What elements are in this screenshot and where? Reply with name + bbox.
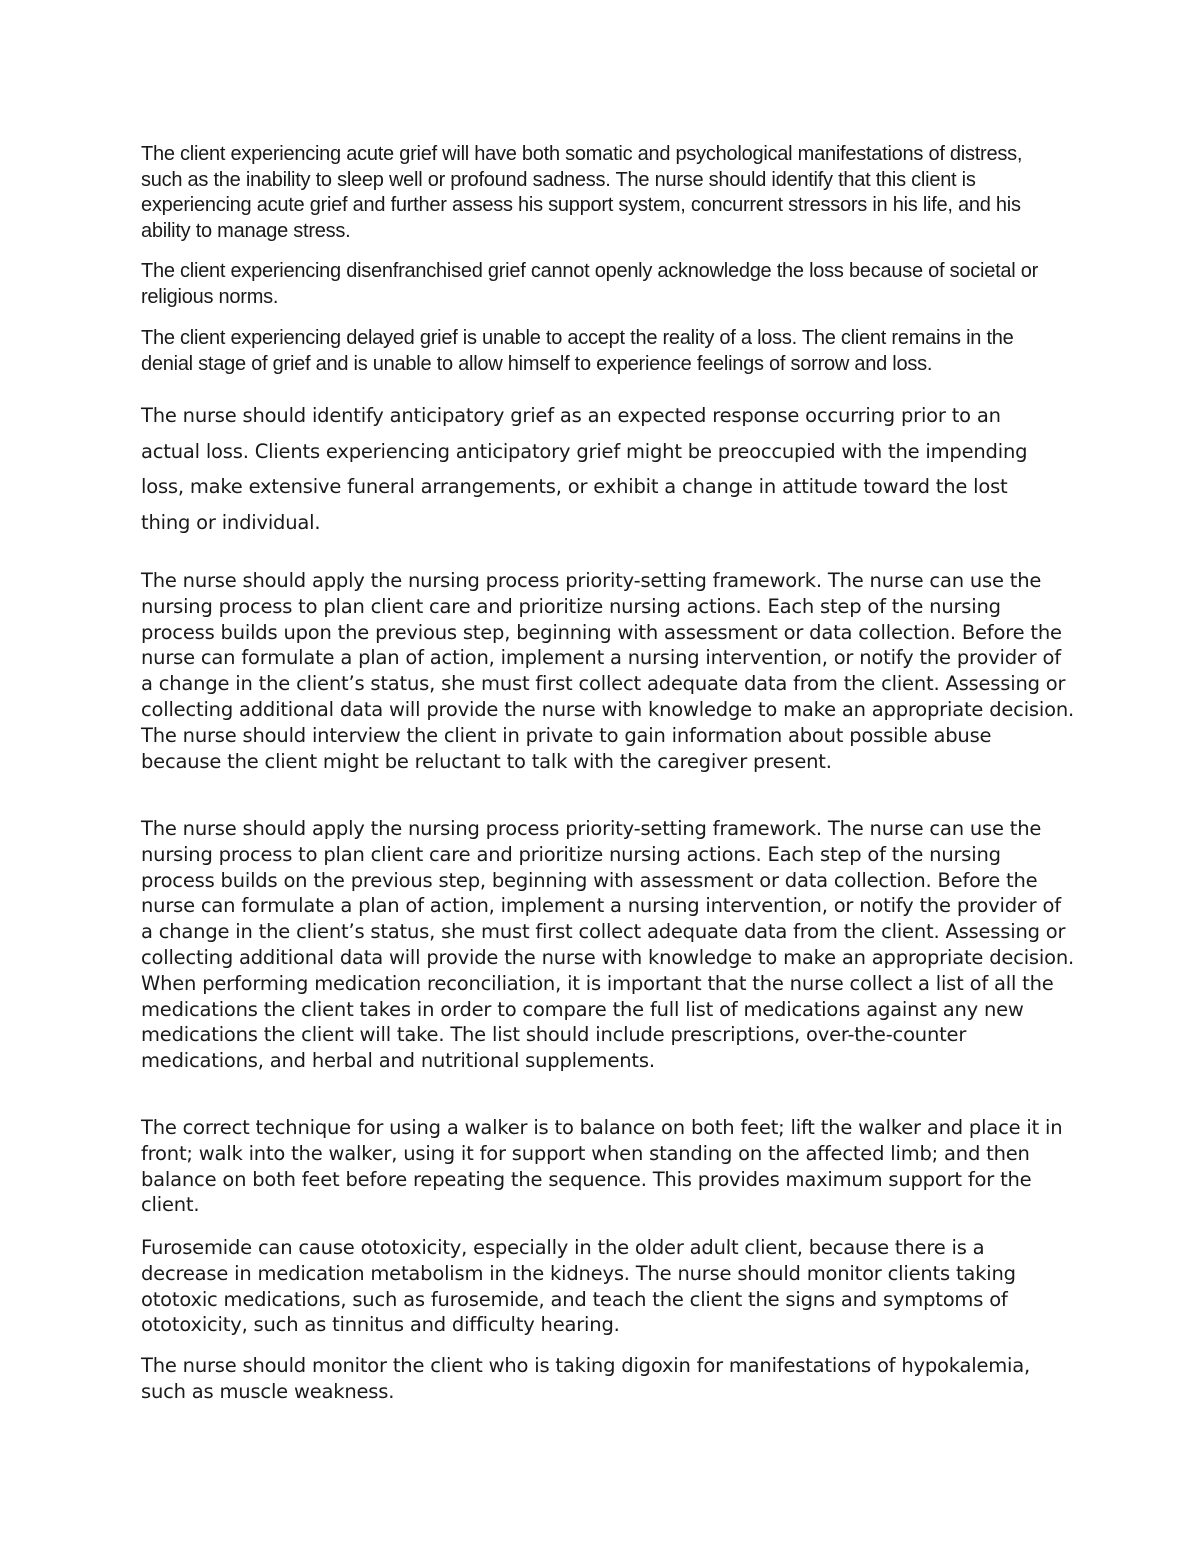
paragraph-walker-technique: The correct technique for using a walker is to balance on both feet; lift the walker and place it in front; walk into the walker, using it for support when standing on the affected limb; and then balance on both feet before repeating the sequence. This provides maximum support for the client. [141, 1116, 1063, 1217]
paragraph-priority-framework-medication: The nurse should apply the nursing process priority-setting framework. The nurse can use the nursing process to plan client care and prioritize nursing actions. Each step of the nursing process builds on the previous step, beginning with assessment or data collection. Before the nurse can formulate a plan of action, implement a nursing intervention, or notify the provider of a change in the client’s status, she must first collect adequate data from the client. Assessing or collecting additional data will provide the nurse with knowledge to make an appropriate decision. When performing medication reconciliation, it is important that the nurse collect a list of all the medications the client takes in order to compare the full list of medications against any new medications the client will take. The list should include prescriptions, over-the-counter medications, and herbal and nutritional supplements. [141, 817, 1074, 1073]
paragraph-furosemide: Furosemide can cause ototoxicity, especially in the older adult client, because there is a decrease in medication metabolism in the kidneys. The nurse should monitor clients taking ototoxic medications, such as furosemide, and teach the client the signs and symptoms of ototoxicity, such as tinnitus and difficulty hearing. [141, 1236, 1016, 1337]
paragraph-delayed-grief: The client experiencing delayed grief is unable to accept the reality of a loss. The client remains in the denial stage of grief and is unable to allow himself to experience feelings of sorrow and loss. [141, 327, 1014, 375]
paragraph-anticipatory-grief: The nurse should identify anticipatory grief as an expected response occurring prior to an actual loss. Clients experiencing anticipatory grief might be preoccupied with the impending loss, make extensive funeral arrangements, or exhibit a change in attitude toward the lost thing or individual. [141, 404, 1028, 534]
paragraph-acute-grief: The client experiencing acute grief will have both somatic and psychological manifestations of distress, such as the inability to sleep well or profound sadness. The nurse should identify that this client is experiencing acute grief and further assess his support system, concurrent stressors in his life, and his ability to manage stress. [141, 143, 1023, 242]
paragraph-disenfranchised-grief: The client experiencing disenfranchised grief cannot openly acknowledge the loss because of societal or religious norms. [141, 260, 1039, 308]
paragraph-priority-framework-abuse: The nurse should apply the nursing process priority-setting framework. The nurse can use the nursing process to plan client care and prioritize nursing actions. Each step of the nursing process builds upon the previous step, beginning with assessment or data collection. Before the nurse can formulate a plan of action, implement a nursing intervention, or notify the provider of a change in the client’s status, she must first collect adequate data from the client. Assessing or collecting additional data will provide the nurse with knowledge to make an appropriate decision. The nurse should interview the client in private to gain information about possible abuse because the client might be reluctant to talk with the caregiver present. [141, 569, 1074, 773]
paragraph-digoxin: The nurse should monitor the client who is taking digoxin for manifestations of hypokalemia, such as muscle weakness. [141, 1354, 1031, 1403]
